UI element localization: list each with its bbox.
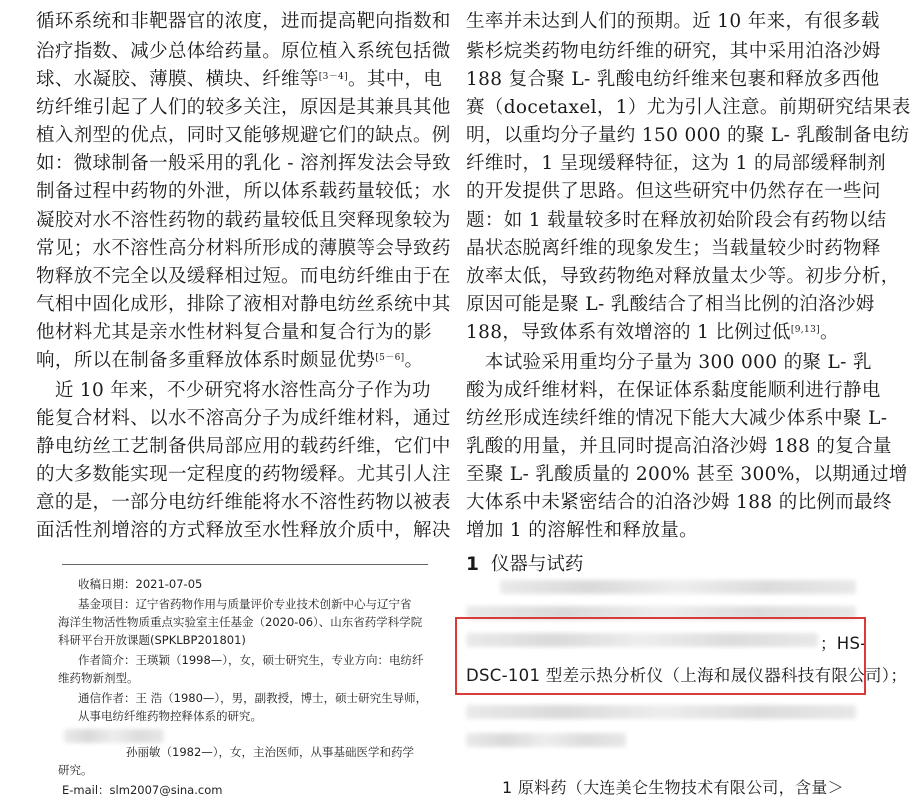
body-line: 乳酸的用量，并且同时提高泊洛沙姆 188 的复合量 <box>466 436 892 457</box>
redacted-text <box>64 729 164 743</box>
body-line: 增加 1 的溶解性和释放量。 <box>466 520 698 541</box>
body-line: 紫杉烷类药物电纺纤维的研究，其中采用泊洛沙姆 <box>466 41 881 62</box>
body-line: 响，所以在制备多重释放体系时颇显优势[5－6]。 <box>36 350 424 371</box>
body-line: 放率太低，导致药物绝对释放量太少等。初步分析， <box>466 266 900 287</box>
body-line: 酸为成纤维材料，在保证体系黏度能顺利进行静电 <box>466 380 881 401</box>
highlight-line: DSC-101 型差示热分析仪（上海和晟仪器科技有限公司）； <box>466 666 908 685</box>
body-line: 本试验采用重均分子量为 300 000 的聚 L- 乳 <box>466 352 872 373</box>
body-line: 188 复合聚 L- 乳酸电纺纤维来包裹和释放多西他 <box>466 69 880 90</box>
corresponding-line: 从事电纺纤维药物控释体系的研究。 <box>78 709 262 723</box>
body-line: 循环系统和非靶器官的浓度，进而提高靶向指数和 <box>36 11 451 32</box>
fund-line: 基金项目：辽宁省药物作用与质量评价专业技术创新中心与辽宁省 <box>78 597 412 611</box>
citation-ref: [3－4] <box>318 72 348 82</box>
body-line: 他材料尤其是亲水性材料复合量和复合行为的影 <box>36 322 432 343</box>
received-date: 收稿日期：2021-07-05 <box>78 577 203 591</box>
body-line: 原因可能是聚 L- 乳酸结合了相当比例的泊洛沙姆 <box>466 294 875 315</box>
body-line: 植入剂型的优点，同时又能够规避它们的缺点。例 <box>36 125 451 146</box>
fund-line: 海洋生物活性物质重点实验室主任基金（2020-06）、山东省药学科学院 <box>58 615 423 629</box>
body-line: 明，以重均分子量约 150 000 的聚 L- 乳酸制备电纺 <box>466 125 910 146</box>
author-line: 作者简介：王瑛颖（1998—），女，硕士研究生，专业方向：电纺纤 <box>78 653 424 667</box>
fund-line: 科研平台开放课题(SPKLBP201801) <box>58 633 246 647</box>
body-line: 至聚 L- 乳酸质量的 200% 甚至 300%，以期通过增 <box>466 464 908 485</box>
body-line: 常见；水不溶性高分材料所形成的薄膜等会导致药 <box>36 238 451 259</box>
section-title: 仪器与试药 <box>490 554 584 575</box>
body-line: 纺纤维引起了人们的较多关注，原因是其兼具其他 <box>36 97 451 118</box>
body-line: 晶状态脱离纤维的现象发生；当载量较少时药物释 <box>466 238 881 259</box>
redacted-text <box>466 733 626 747</box>
section-number: 1 <box>466 554 479 575</box>
body-line: 纤维时，1 呈现缓释特征，这为 1 的局部缓释制剂 <box>466 153 886 174</box>
redacted-text <box>500 580 856 594</box>
body-line: 物释放不完全以及缓释相过短。而电纺纤维由于在 <box>36 266 451 287</box>
body-line: 的开发提供了思路。但这些研究中仍然存在一些问 <box>466 181 881 202</box>
body-line: 赛（docetaxel，1）尤为引人注意。前期研究结果表 <box>466 97 911 118</box>
body-line: 如：微球制备一般采用的乳化 - 溶剂挥发法会导致 <box>36 153 451 174</box>
body-line: 凝胶对水不溶性药物的载药量较低且突释现象较为 <box>36 210 451 231</box>
body-line: 题：如 1 载量较多时在释放初始阶段会有药物以结 <box>466 210 887 231</box>
body-line: 静电纺丝工艺制备供局部应用的载药纤维，它们中 <box>36 436 451 457</box>
body-line: 制备过程中药物的外泄，所以体系载药量较低；水 <box>36 181 451 202</box>
section-heading <box>466 550 583 576</box>
highlight-line-tail: ；HS- <box>820 634 867 653</box>
body-line: 球、水凝胶、薄膜、横块、纤维等[3－4]。其中，电 <box>36 69 443 90</box>
highlight-box <box>455 617 866 695</box>
citation-ref: [9,13] <box>790 325 821 335</box>
email: E-mail：slm2007@sina.com <box>62 783 223 797</box>
corresponding-line: 通信作者：王 浩（1980—），男，副教授，博士，硕士研究生导师， <box>78 691 428 705</box>
body-line: 治疗指数、减少总体给药量。原位植入系统包括微 <box>36 41 451 62</box>
body-line: 意的是，一部分电纺纤维能将水不溶性药物以被表 <box>36 492 451 513</box>
body-line: 大体系中未紧密结合的泊洛沙姆 188 的比例而最终 <box>466 492 892 513</box>
citation-ref: [5－6] <box>375 353 405 363</box>
body-line: 188，导致体系有效增溶的 1 比例过低[9,13]。 <box>466 322 839 343</box>
body-line: 面活性剂增溶的方式释放至水性释放介质中，解决 <box>36 520 451 541</box>
footnote-divider <box>62 564 428 565</box>
redacted-text <box>466 705 856 719</box>
body-line: 纺丝形成连续纤维的情况下能大大减少体系中聚 L- <box>466 408 888 429</box>
body-line: 近 10 年来，不少研究将水溶性高分子作为功 <box>36 380 431 401</box>
body-line: 的大多数能实现一定程度的药物缓释。尤其引人注 <box>36 464 451 485</box>
materials-line: 1 原料药（大连美仑生物技术有限公司，含量＞ <box>502 778 844 797</box>
corresponding-line-2: 孙丽敏（1982—），女，主治医师，从事基础医学和药学 <box>126 745 415 759</box>
author-line: 维药物新剂型。 <box>58 671 139 685</box>
body-line: 生率并未达到人们的预期。近 10 年来，有很多载 <box>466 11 880 32</box>
body-line: 气相中固化成形，排除了液相对静电纺丝系统中其 <box>36 294 451 315</box>
body-line: 能复合材料、以水不溶高分子为成纤维材料，通过 <box>36 408 451 429</box>
corresponding-line-2: 研究。 <box>58 763 93 777</box>
